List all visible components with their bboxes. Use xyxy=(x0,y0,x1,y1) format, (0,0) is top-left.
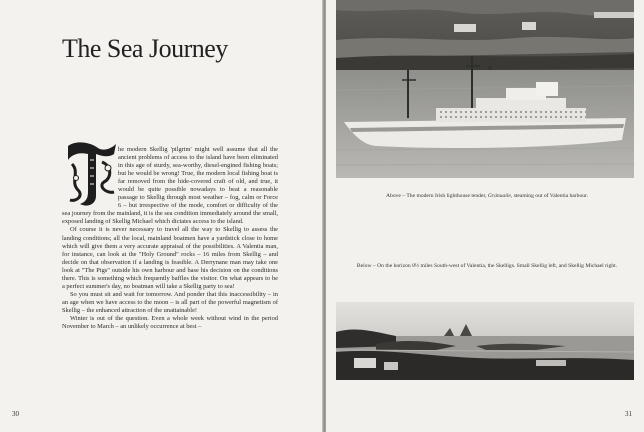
right-page-number: 31 xyxy=(625,410,632,418)
chapter-body-text xyxy=(62,146,278,331)
paragraph-3: So you must sit and wait for tomorrow. And ponder that this inaccessibility – in an age when we have access to the moon – is all part of the powerful magnetism of Skellig – the enhanced attraction of the unattainable! xyxy=(62,290,278,314)
right-page xyxy=(326,0,644,432)
paragraph-4: Winter is out of the question. Even a whole week without wind in the period November to March – an unlikely occurrence at best – xyxy=(62,314,278,331)
chapter-title: The Sea Journey xyxy=(62,34,228,63)
paragraph-2: Of course it is never necessary to travel all the way to Skellig to assess the landing conditions; all the local, mainland boatmen have a yardstick close to home which will give them a very accurate appraisal of the possibilities. A Valentia man, for instance, can look at the "Holy Ground" rocks – 16 miles from Skellig – and decide on that observation if a landing is feasible. A Derrynane man may take one look at "The Pigs" outside his own harbour and base his decision on the conditions there. This is something which frequently baffles the visitor. On what appears to be a perfect summer's day, no boatman will take a Skellig party to sea! xyxy=(62,226,278,290)
paragraph-1: he modern Skellig 'pilgrim' might well assume that all the ancient problems of access to the island have been eliminated in this age of sturdy, sea-worthy, diesel-engined fishing boats; but he would be wrong! True, the modern local fishing boat is far removed from the hide-covered craft of old, and true, it would be quite possible nowadays to beat a reasonable passage to Skellig through most weather – fog, calm or Force 6 – but irrespective of the mode, comfort or difficulty of the sea journey from the mainland, it is the sea condition immediately around the small, exposed landing of Skellig Michael which dictates access to the island. xyxy=(62,146,278,226)
skelligs-horizon-photo xyxy=(336,302,634,380)
bottom-photo-caption: Below – On the horizon 8½ miles South-west of Valentia, the Skelligs. Small Skellig left, and Skellig Michael right. xyxy=(356,263,618,269)
top-photo-caption: Above – The modern Irish lighthouse tender, Gránuaile, steaming out of Valentia harbour. xyxy=(385,193,588,199)
lighthouse-tender-photo xyxy=(336,0,634,178)
ship-name: Gránuaile xyxy=(487,193,511,199)
left-page-number: 30 xyxy=(12,410,19,418)
